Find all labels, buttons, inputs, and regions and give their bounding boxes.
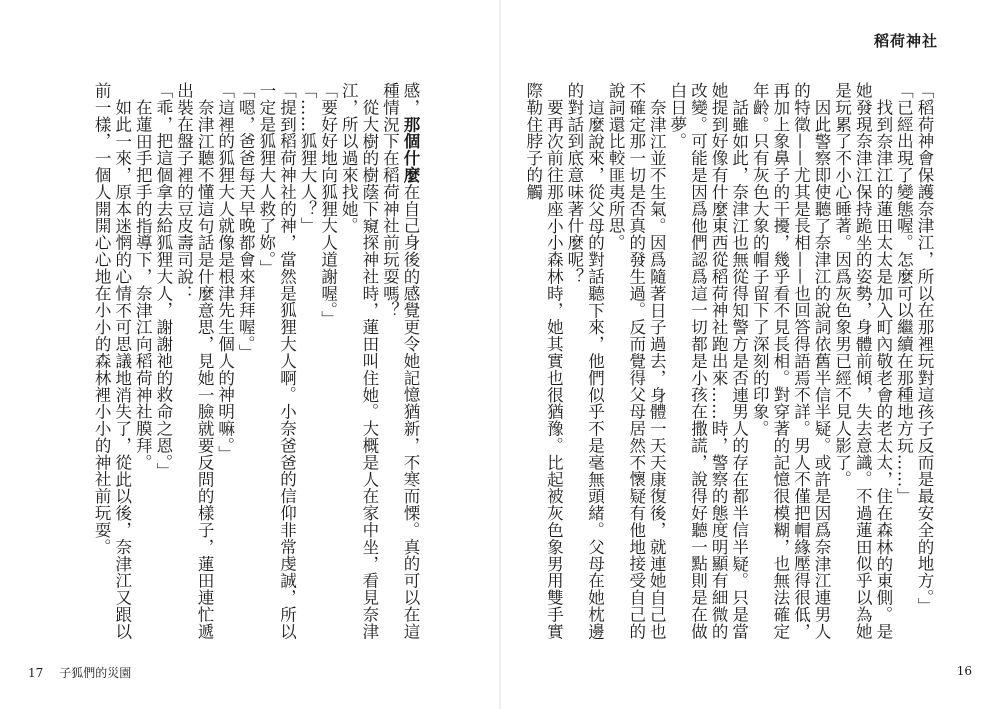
page-number: 17 (28, 666, 44, 680)
paragraph: 在蓮田手把手的指導下，奈津江向稻荷神社膜拜。 (133, 98, 153, 471)
paragraph: 「提到稻荷神社的神，當然是狐狸大人啊。小奈爸爸的信仰非常虔誠，所以一定是狐狸大人救了妳。」 (256, 82, 297, 640)
paragraph: 奈津江聽不懂這句話是什麼意思，見她一臉就要反問的樣子，蓮田連忙遞出裝在盤子裡的豆皮壽司說： (174, 82, 215, 640)
paragraph (379, 82, 420, 642)
paragraph-text: 在自己身後的感覺更令她記憶猶新，不寒而慄。真的可以在這種情況下在稻荷神社前玩耍嗎？ (380, 82, 420, 640)
paragraph: 話雖如此，奈津江也無從得知警方是否連男人的存在都半信半疑。只是當她提到好像有什麼東西從稻荷神社跑出來……時，警察的態度明顯有細微的改變。可能是因爲他們認爲這一切都是小孩在撒謊，說得好聽一點則是在做白日夢。 (667, 82, 749, 640)
book-title: 子狐們的災園 (59, 666, 132, 680)
paragraph: 「……狐狸大人？」 (298, 82, 318, 235)
right-page (500, 0, 1000, 709)
paragraph: 如此一來，原本迷惘的心情不可思議地消失了，從此以後，奈津江又跟以前一樣，一個人開開心心地在小小的森林裡小小的神社前玩耍。 (92, 82, 132, 640)
paragraph: 「這裡的狐狸大人就像是根津先生個人的神明嘛。」 (215, 82, 235, 463)
bold-phrase: 那個什麼 (401, 115, 420, 184)
paragraph: 「已經出現了變態喔。怎麼可以繼續在那種地方玩……」 (894, 82, 914, 505)
paragraph: 找到奈津江的蓮田太太是加入町內敬老會的老太太，住在森林的東側。是她發現奈津江保持跪坐的姿勢，身體前傾，失去意識。不過蓮田似乎以為她是玩累了不小心睡著。因爲灰色象男已經不見人影了。 (832, 82, 893, 640)
right-page-body (523, 82, 934, 642)
paragraph-text: 感， (401, 82, 420, 116)
paragraph: 「乖，把這個拿去給狐狸大人，謝謝祂的救命之恩。」 (153, 82, 173, 480)
folio (957, 664, 972, 678)
paragraph: 這麼說來，從父母的對話聽下來，他們似乎不是毫無頭緒。父母在她枕邊的對話到底意味著什麼呢？ (564, 82, 605, 640)
paragraph: 因此警察即使聽了奈津江的說詞依舊半信半疑。或許是因爲奈津江連男人的特徵——尤其是長相——也回答得語焉不詳。男人不僅把帽緣壓得很低，再加上象鼻子的干擾，幾乎看不見長相。對穿著的記憶很模糊，也無法確定年齡。只有灰色大象的帽子留下了深刻的印象。 (750, 82, 832, 640)
paragraph: 奈津江並不生氣。因爲隨著日子過去，身體一天天康復後，就連她自己也不確定那一切是否真的發生過。反而覺得父母居然不懷疑有他地接受自己的說詞還比較匪夷所思。 (606, 82, 667, 640)
folio (28, 664, 131, 681)
paragraph: 要再次前往那座小小森林時，她其實也很猶豫。比起被灰色象男用雙手實際勒住脖子的觸 (523, 82, 564, 640)
left-page-body (75, 82, 420, 642)
paragraph: 從大樹的樹蔭下窺探神社時，蓮田叫住她。大概是人在家中坐，看見奈津江，所以過來找她。 (339, 82, 379, 640)
paragraph: 「嗯，爸爸每天早晚都會來拜拜喔。」 (236, 82, 256, 362)
paragraph: 「要好好地向狐狸大人道謝喔。」 (318, 82, 338, 328)
page-number: 16 (956, 664, 972, 678)
running-title: 稻荷神社 (873, 32, 938, 50)
paragraph: 「稻荷神會保護奈津江，所以在那裡玩對這孩子反而是最安全的地方。」 (915, 82, 934, 615)
